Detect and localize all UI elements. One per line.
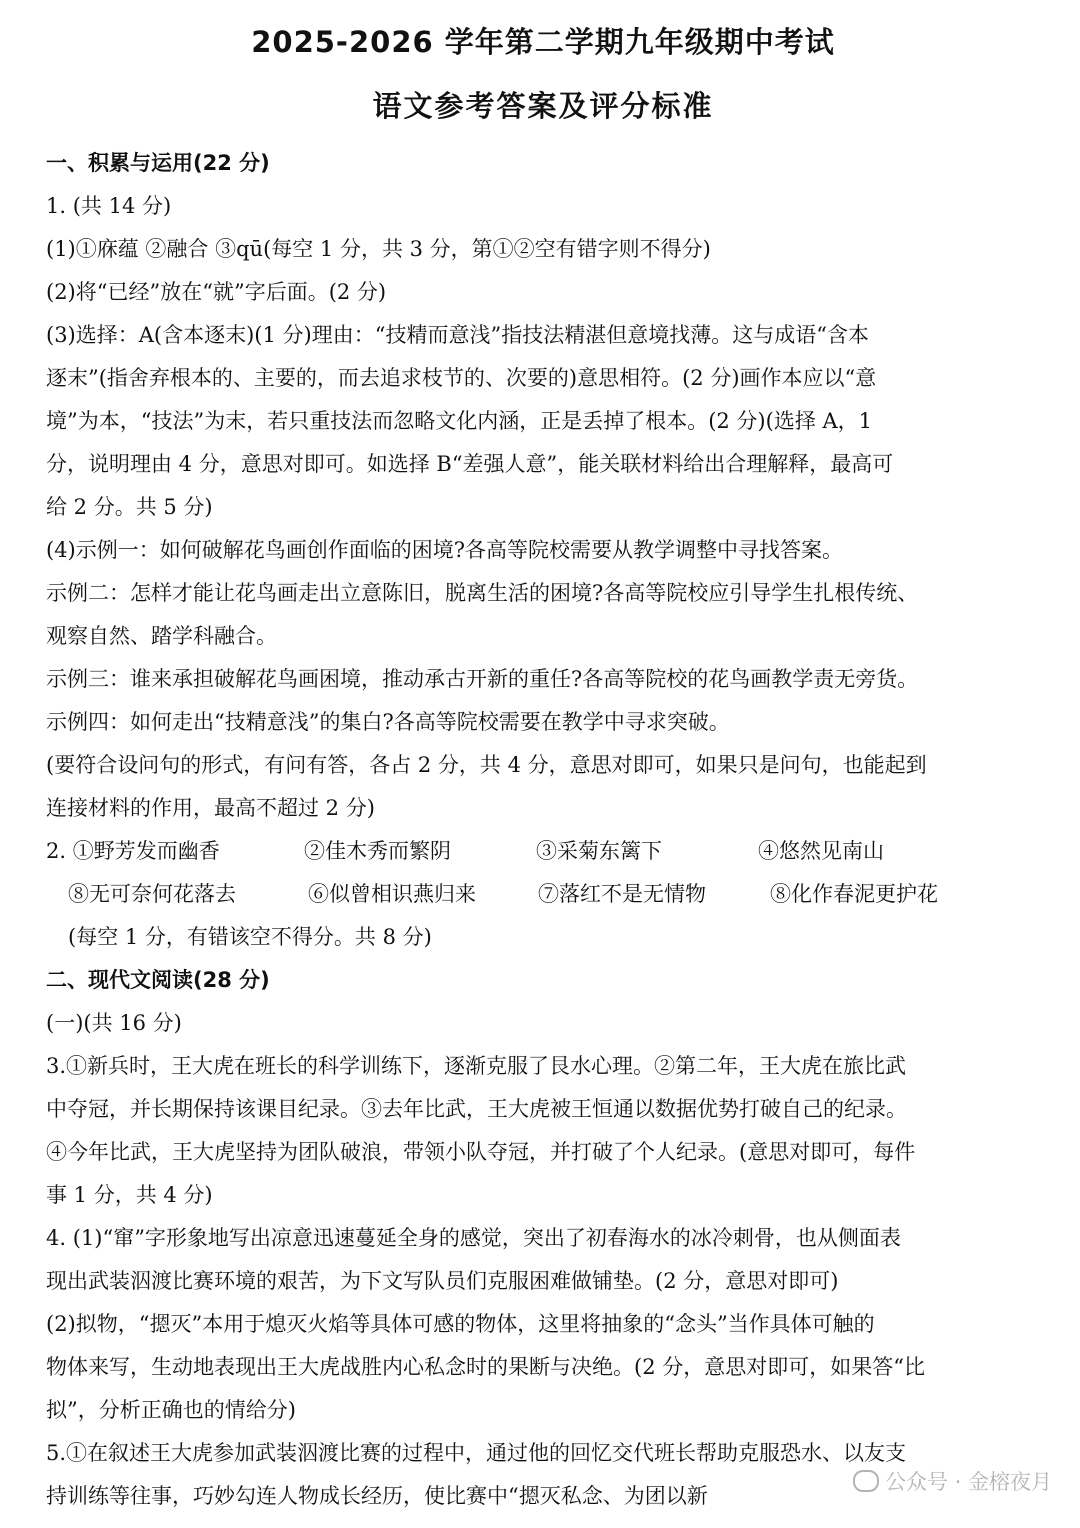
text-line: 物体来写，生动地表现出王大虎战胜内心私念时的果断与决绝。(2 分，意思对即可，如果答“比 — [46, 1355, 925, 1379]
text-line: 观察自然、踏学科融合。 — [46, 624, 277, 648]
page-title: 2025-2026 学年第二学期九年级期中考试 — [251, 25, 835, 59]
text-line: 3.①新兵时，王大虎在班长的科学训练下，逐渐克服了艮水心理。②第二年，王大虎在旅比武 — [46, 1054, 907, 1078]
poem-answer: ⑧化作春泥更护花 — [770, 882, 938, 906]
text-line: 示例二：怎样才能让花鸟画走出立意陈旧，脱离生活的困境?各高等院校应引导学生扎根传统、 — [46, 581, 919, 605]
text-line: (3)选择：A(含本逐末)(1 分)理由：“技精而意浅”指技法精湛但意境找薄。这与成语“含本 — [46, 323, 869, 347]
wechat-icon — [853, 1470, 879, 1492]
text-line: 示例三：谁来承担破解花鸟画困境，推动承古开新的重任?各高等院校的花鸟画教学责无旁货。 — [46, 667, 919, 691]
text-line: 逐末”(指舍弃根本的、主要的，而去追求枝节的、次要的)意思相符。(2 分)画作本应以“意 — [46, 366, 877, 390]
text-line: 4. (1)“窜”字形象地写出凉意迅速蔓延全身的感觉，突出了初春海水的冰冷刺骨，也从侧面表 — [46, 1226, 901, 1250]
page-subtitle: 语文参考答案及评分标准 — [372, 89, 714, 123]
text-line: (要符合设问句的形式，有问有答，各占 2 分，共 4 分，意思对即可，如果只是问句，也能起到 — [46, 753, 927, 777]
text-line: 中夺冠，并长期保持该课目纪录。③去年比武，王大虎被王恒通以数据优势打破自己的纪录。 — [46, 1097, 907, 1121]
section-heading-1: 一、积累与运用(22 分) — [46, 151, 270, 175]
text-line: (2)将“已经”放在“就”字后面。(2 分) — [46, 280, 387, 304]
text-line: 拟”，分析正确也的情给分) — [46, 1398, 296, 1422]
text-line: 给 2 分。共 5 分) — [46, 495, 213, 519]
text-line: 持训练等往事，巧妙勾连人物成长经历，使比赛中“摁灭私念、为团以新 — [46, 1484, 708, 1508]
poem-answer: 2. ①野芳发而幽香 — [46, 839, 220, 863]
poem-scoring-note: (每空 1 分，有错该空不得分。共 8 分) — [68, 925, 432, 949]
poem-answer: ⑦落红不是无情物 — [538, 882, 706, 906]
text-line: 5.①在叙述王大虎参加武装泅渡比赛的过程中，通过他的回忆交代班长帮助克服恐水、以友支 — [46, 1441, 907, 1465]
text-line: 连接材料的作用，最高不超过 2 分) — [46, 796, 375, 820]
section-1-body — [46, 185, 1040, 959]
poem-answer: ⑧无可奈何花落去 — [68, 882, 236, 906]
poem-answer: ②佳木秀而繁阴 — [304, 839, 451, 863]
text-line: (2)拟物，“摁灭”本用于熄灭火焰等具体可感的物体，这里将抽象的“念头”当作具体可触的 — [46, 1312, 875, 1336]
text-line: 境”为本，“技法”为末，若只重技法而忽略文化内涵，正是丢掉了根本。(2 分)(选择 A，1 — [46, 409, 873, 433]
text-line: (1)①庥蕴 ②融合 ③qū(每空 1 分，共 3 分，第①②空有错字则不得分) — [46, 237, 711, 261]
text-line: 事 1 分，共 4 分) — [46, 1183, 213, 1207]
poem-answers-row-1 — [46, 830, 1040, 873]
section-heading-2: 二、现代文阅读(28 分) — [46, 968, 270, 992]
section-2-body — [46, 1002, 1040, 1518]
text-line: 分，说明理由 4 分，意思对即可。如选择 B“差强人意”，能关联材料给出合理解释，最高可 — [46, 452, 894, 476]
poem-answer: ④悠然见南山 — [758, 839, 884, 863]
text-line: ④今年比武，王大虎坚持为团队破浪，带领小队夺冠，并打破了个人纪录。(意思对即可，每件 — [46, 1140, 916, 1164]
text-line: 现出武装泅渡比赛环境的艰苦，为下文写队员们克服困难做铺垫。(2 分，意思对即可) — [46, 1269, 839, 1293]
poem-answer: ⑥似曾相识燕归来 — [308, 882, 476, 906]
text-line: 1. (共 14 分) — [46, 194, 172, 218]
poem-answers-row-2 — [46, 873, 1040, 916]
text-line: (一)(共 16 分) — [46, 1011, 182, 1035]
text-line: 示例四：如何走出“技精意浅”的集白?各高等院校需要在教学中寻求突破。 — [46, 710, 730, 734]
watermark — [853, 1466, 1052, 1496]
watermark-text: 公众号 · 金榕夜月 — [884, 1470, 1052, 1494]
poem-answer: ③采菊东篱下 — [536, 839, 662, 863]
text-line: (4)示例一：如何破解花鸟画创作面临的困境?各高等院校需要从教学调整中寻找答案。 — [46, 538, 844, 562]
